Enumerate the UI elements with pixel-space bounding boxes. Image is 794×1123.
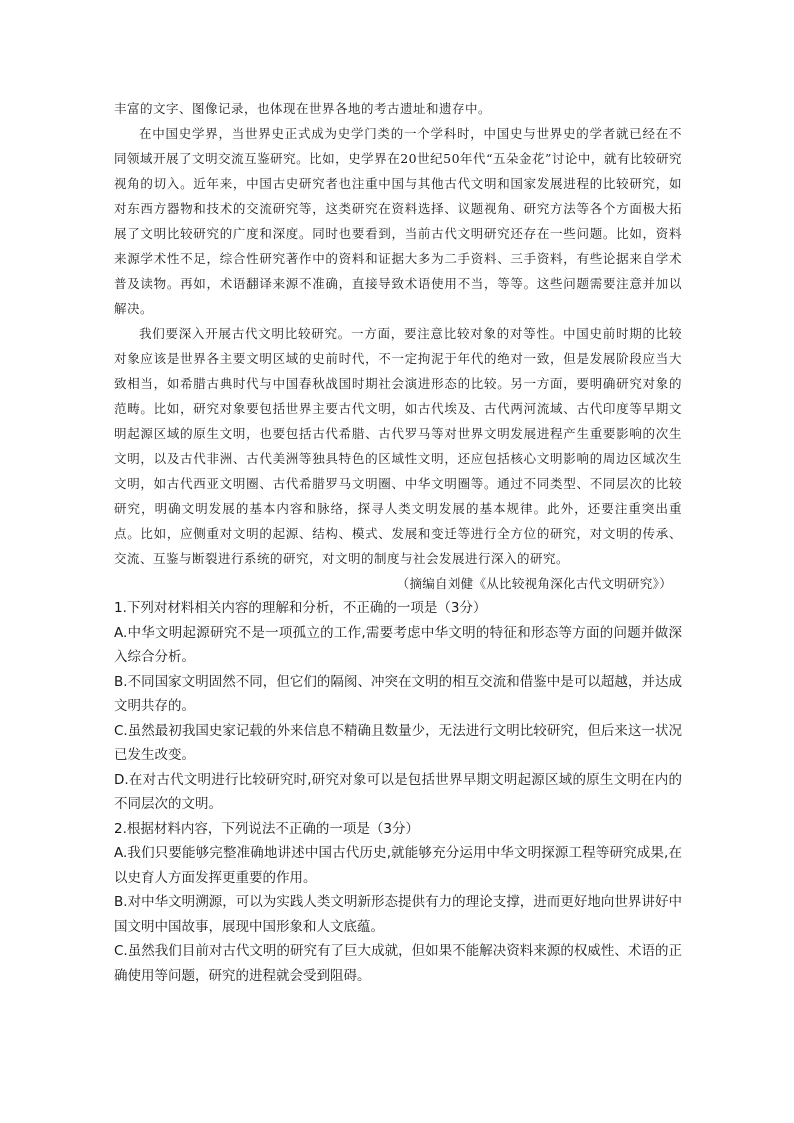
passage-paragraph-3: 我们要深入开展古代文明比较研究。一方面，要注意比较对象的对等性。中国史前时期的比较对象应该是世界各主要文明区域的史前时代，不一定拘泥于年代的绝对一致，但是发展阶段应当大致相当，如希腊古典时代与中国春秋战国时期社会演进形态的比较。另一方面，要明确研究对象的范畴。比如，研究对象要包括世界主要古代文明，如古代埃及、古代两河流域、古代印度等早期文明起源区域的原生文明，也要包括古代希腊、古代罗马等对世界文明发展进程产生重要影响的次生文明，以及古代非洲、古代美洲等独具特色的区域性文明，还应包括核心文明影响的周边区域次生文明，如古代西亚文明圈、古代希腊罗马文明圈、中华文明圈等。通过不同类型、不同层次的比较研究，明确文明发展的基本内容和脉络，探寻人类文明发展的基本规律。此外，还要注重突出重点。比如，应侧重对文明的起源、结构、模式、发展和变迁等进行全方位的研究，对文明的传承、交流、互鉴与断裂进行系统的研究，对文明的制度与社会发展进行深入的研究。 [114, 326, 682, 566]
question-1-option-b: B.不同国家文明固然不同，但它们的隔阂、冲突在文明的相互交流和借鉴中是可以超越，并达成文明共存的。 [114, 673, 682, 714]
question-2-option-b: B.对中华文明溯源，可以为实践人类文明新形态提供有力的理论支撑，进而更好地向世界讲好中国文明中国故事，展现中国形象和人文底蕴。 [114, 894, 682, 935]
passage-paragraph-2: 在中国史学界，当世界史正式成为史学门类的一个学科时，中国史与世界史的学者就已经在不同领域开展了文明交流互鉴研究。比如，史学界在20世纪50年代“五朵金花”讨论中，就有比较研究视角的切入。近年来，中国古史研究者也注重中国与其他古代文明和国家发展进程的比较研究，如对东西方器物和技术的交流研究等，这类研究在资料选择、议题视角、研究方法等各个方面极大拓展了文明比较研究的广度和深度。同时也要看到，当前古代文明研究还存在一些问题。比如，资料来源学术性不足，综合性研究著作中的资料和证据大多为二手资料、三手资料，有些论据来自学术普及读物。再如，术语翻译来源不准确，直接导致术语使用不当，等等。这些问题需要注意并加以解决。 [114, 126, 682, 316]
question-1-option-c: C.虽然最初我国史家记载的外来信息不精确且数量少，无法进行文明比较研究，但后来这一状况已发生改变。 [114, 722, 682, 763]
document-page [114, 96, 682, 988]
question-1-stem: 1.下列对材料相关内容的理解和分析，不正确的一项是（3分） [114, 600, 487, 616]
question-2-stem: 2.根据材料内容，下列说法不正确的一项是（3分） [114, 820, 419, 837]
question-1-option-d: D.在对古代文明进行比较研究时,研究对象可以是包括世界早期文明起源区域的原生文明在内的不同层次的文明。 [114, 771, 682, 812]
passage-paragraph-1: 丰富的文字、图像记录，也体现在世界各地的考古遗址和遗存中。 [114, 101, 492, 116]
question-2-option-c: C.虽然我们目前对古代文明的研究有了巨大成就，但如果不能解决资料来源的权威性、术语的正确使用等问题，研究的进程就会受到阻碍。 [114, 943, 682, 984]
question-1-option-a: A.中华文明起源研究不是一项孤立的工作,需要考虑中华文明的特征和形态等方面的问题并做深入综合分析。 [114, 624, 682, 665]
passage-source-citation: （摘编自刘健《从比较视角深化古代文明研究》） [396, 576, 672, 591]
question-2-option-a: A.我们只要能够完整准确地讲述中国古代历史,就能够充分运用中华文明探源工程等研究成果,在以史育人方面发挥更重要的作用。 [114, 845, 682, 886]
question-1 [114, 596, 682, 817]
question-2 [114, 817, 682, 989]
